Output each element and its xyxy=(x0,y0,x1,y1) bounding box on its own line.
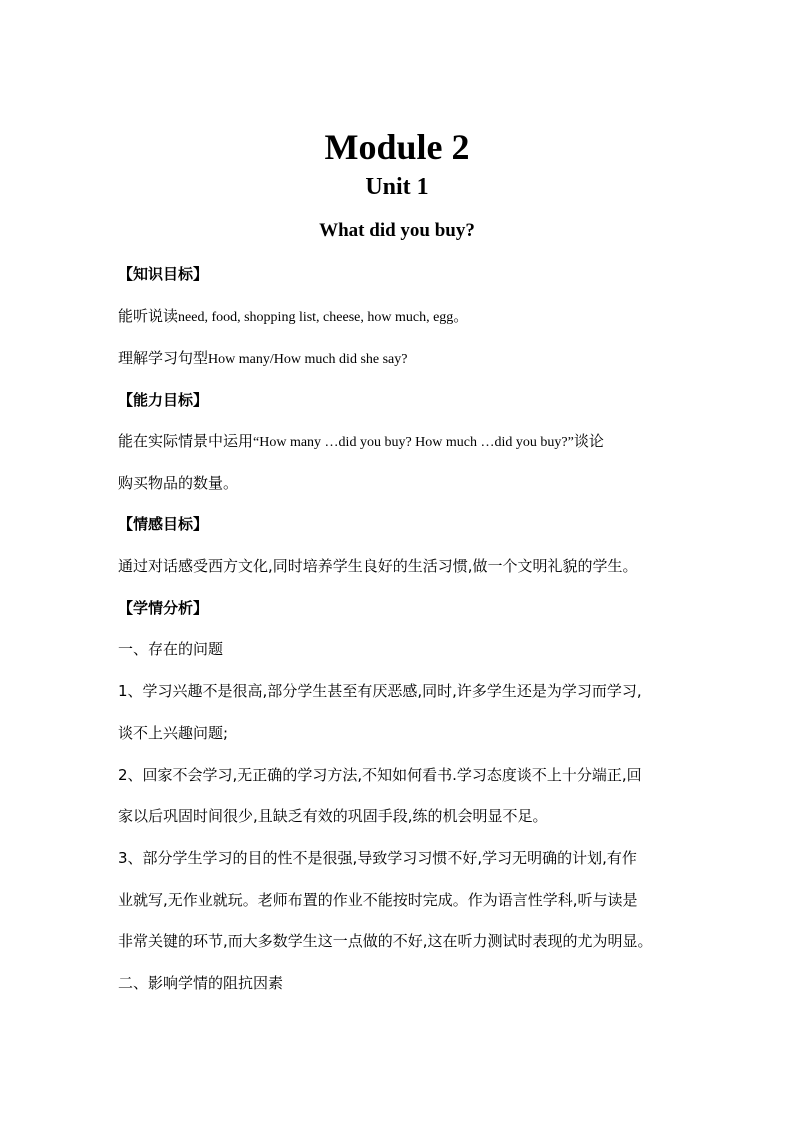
item-3-line-2: 业就写,无作业就玩。老师布置的作业不能按时完成。作为语言性学科,听与读是 xyxy=(118,891,638,909)
knowledge-line-2-en: How many/How much did she say? xyxy=(208,352,408,367)
ability-line-1-cn: 能在实际情景中运用 xyxy=(118,432,254,450)
analysis-subheading-2: 二、影响学情的阻抗因素 xyxy=(118,974,284,992)
item-2-line-2: 家以后巩固时间很少,且缺乏有效的巩固手段,练的机会明显不足。 xyxy=(118,807,548,825)
ability-line-1 xyxy=(118,431,604,453)
lesson-subtitle: What did you buy? xyxy=(319,220,475,241)
item-1-line-1: 1、学习兴趣不是很高,部分学生甚至有厌恶感,同时,许多学生还是为学习而学习, xyxy=(118,682,642,700)
item-1-line-2: 谈不上兴趣问题; xyxy=(118,724,229,742)
item-3-line-1: 3、部分学生学习的目的性不是很强,导致学习习惯不好,学习无明确的计划,有作 xyxy=(118,849,637,867)
knowledge-line-1 xyxy=(118,306,468,328)
knowledge-line-1-en: need, food, shopping list, cheese, how much, egg xyxy=(178,310,454,325)
knowledge-line-2 xyxy=(118,348,407,370)
item-3-line-3: 非常关键的环节,而大多数学生这一点做的不好,这在听力测试时表现的尤为明显。 xyxy=(118,932,653,950)
emotion-line-1: 通过对话感受西方文化,同时培养学生良好的生活习惯,做一个文明礼貌的学生。 xyxy=(118,557,638,575)
emotion-heading: 【情感目标】 xyxy=(118,515,209,533)
item-2-line-1: 2、回家不会学习,无正确的学习方法,不知如何看书.学习态度谈不上十分端正,回 xyxy=(118,766,642,784)
ability-heading: 【能力目标】 xyxy=(118,391,209,409)
knowledge-line-1-end: 。 xyxy=(453,307,469,325)
knowledge-line-1-cn: 能听说读 xyxy=(118,307,179,325)
knowledge-heading: 【知识目标】 xyxy=(118,265,209,283)
knowledge-line-2-cn: 理解学习句型 xyxy=(118,349,209,367)
ability-line-1-en: “How many …did you buy? How much …did you buy?” xyxy=(253,435,574,450)
unit-title: Unit 1 xyxy=(365,174,429,200)
ability-line-2: 购买物品的数量。 xyxy=(118,474,239,492)
module-title: Module 2 xyxy=(324,127,470,167)
analysis-heading: 【学情分析】 xyxy=(118,599,209,617)
analysis-subheading-1: 一、存在的问题 xyxy=(118,640,224,658)
ability-line-1-end: 谈论 xyxy=(573,432,604,450)
